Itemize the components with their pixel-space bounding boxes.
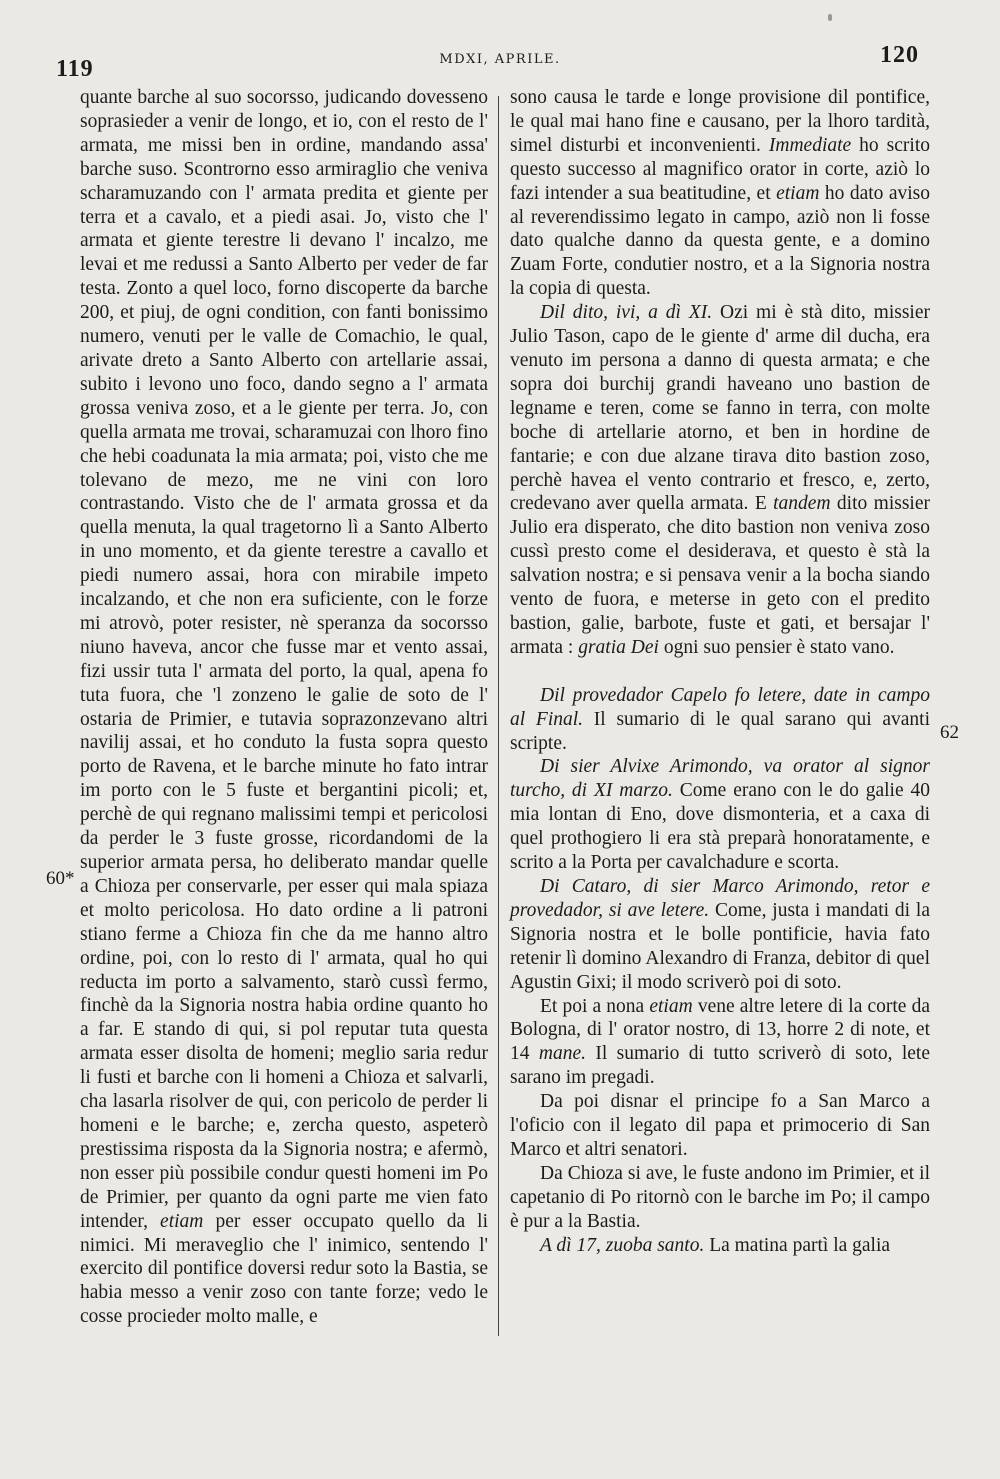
text-run: quante barche al suo socorsso, judicando dovesseno soprasieder a venir de longo, et io, con el resto de l' armata, me missi ben in ordine, mandando assa' barche suso. Scontrorno esso armiraglio che veniva scharamuzando con l' armata predita et giente per terra et a cavalo, et a piedi asai. Jo, visto che l' armata et giente terestre li devano l' incalzo, me levai et me redussi a Santo Alberto per veder de far testa. Zonto a quel loco, forno discoperte da barche 200, et piuj, de ogni condition, con fanti bonissimo numero, venuti per le valle de Comachio, le qual, arivate dreto a Santo Alberto con artellarie assai, subito i levono uno foco, dando segno a l' armata grossa veniva zoso, et a le giente per terra. Jo, con quella armata me trovai, scharamuzai con lhoro fino che hebi coadunata la mia armata; poi, visto che me tolevano de mezo, me ne vini con loro contrastando. Visto che de l' armata grossa et da quella menuta, la qual tragetorno lì a Santo Alberto in uno momento, et da giente terestre a cavallo et piedi numero assai, hora con mirabile impeto incalzando, et che non era suficiente, con le forze mi atrovò, poter resister, nè speranza da socorsso niuno haveva, ancor che fusse mar et vento assai, fizi ussir tuta l' armata del porto, la qual, apena fo tuta fuora, che 'l zonzeno le galie de soto de l' ostaria de Primier, e tutavia soprazonzevano altri navilij assai, et ho conduto la fusta sopra questo porto de Ravena, et le barche minute ho fato intrar im porto con le 5 fuste et bergantini picoli; et, perchè de qui regnano malissimi tempi et pericolosi da perder le 3 fuste grosse, ricordandomi de la superior armata persa, ho deliberato mandar quelle a Chioza per conservarle, per esser qui mala spiaza et molto pericolosa. Ho dato ordine a li patroni stiano ferme a Chioza fin che da me hanno altro ordine, poi, con lo resto di l' armata, qual ho qui reducta im porto a salvamento, starò cussì fermo, finchè da la Signoria nostra habia ordine quanto ho a far. E stando di qui, si pol reputar tuta questa armata esser disolta de homeni; meglio saria redur li fusti et barche con li homeni a Chioza et salvarli, cha lasarla risolver de qui, con pericolo de perder li homeni e le barche; e, zercha questo, aspeterò prestissima risposta da la Signoria nostra; e afermò, non esser più possibile condur questi homeni im Po de Primier, per quanto da ogni parte me vien fato intender, xyxy=(80,87,488,1232)
text-run: vene altre letere di la corte da Bologna, di l' orator nostro, di 13, horre 2 di note, et 14 xyxy=(510,995,930,1065)
right-column xyxy=(510,86,930,1258)
running-title: MDXI, APRILE. xyxy=(439,52,561,67)
right-paragraph-4 xyxy=(510,755,930,875)
page-number-left: 119 xyxy=(56,56,94,82)
margin-note-right: 62 xyxy=(940,722,959,743)
italic-run: etiam xyxy=(776,182,820,204)
right-paragraph-5 xyxy=(510,875,930,995)
italic-run: tandem xyxy=(773,493,831,515)
text-run: Il sumario di le qual sarano qui avanti scripte. xyxy=(510,708,930,754)
right-paragraph-3 xyxy=(510,684,930,756)
text-run: La matina partì la galia xyxy=(704,1234,891,1256)
text-run: Il sumario di tutto scriverò di soto, lete sarano im pregadi. xyxy=(510,1043,930,1089)
italic-run: mane. xyxy=(538,1043,586,1065)
page-number-right: 120 xyxy=(880,42,919,68)
text-run: Ozi mi è stà dito, missier Julio Tason, capo de le giente d' arme dil ducha, era venuto im persona a danno di questa armata; e che sopra doi burchij grandi haveano uno bastion de legname e teren, come se fanno in terra, con molte boche di artellarie atorno, et ben in hordine de fantarie; e con due alzane tirava dito bastion zoso, perchè havea el vento contrario et fresco, e, zerto, credevano aver quella armata. E xyxy=(510,302,930,515)
italic-run: A dì 17, zuoba santo. xyxy=(540,1234,705,1256)
text-run: sono causa le tarde e longe provisione dil pontifice, le qual mai hano fine e causano, per la lhoro tardità, simel disturbi et inconvenienti. xyxy=(510,87,930,156)
margin-note-left: 60* xyxy=(46,868,75,889)
ink-speck xyxy=(828,14,832,21)
right-paragraph-8: Da Chioza si ave, le fuste andono im Primier, et il capetanio di Po ritornò con le barche im Po; il campo è pur a la Bastia. xyxy=(510,1162,930,1232)
right-paragraph-9 xyxy=(510,1234,930,1258)
column-divider xyxy=(498,96,499,1336)
text-run: ho scrito questo successo al magnifico orator in corte, aziò lo fazi intender a sua beatitudine, et xyxy=(510,134,930,204)
right-paragraph-7: Da poi disnar el principe fo a San Marco a l'oficio con il legato dil papa et primocerio di San Marco et altri senatori. xyxy=(510,1091,930,1160)
right-paragraph-1 xyxy=(510,86,930,301)
italic-run: gratia Dei xyxy=(578,636,659,658)
text-run: Come, justa i mandati di la Signoria nostra et le bolle pontificie, havia fato retenir lì domino Alexandro di Franza, debitor di quel Agustin Gixi; il modo scriverò poi di soto. xyxy=(510,899,930,993)
left-column xyxy=(80,86,488,1329)
text-run: ogni suo pensier è stato vano. xyxy=(658,636,895,658)
italic-run: Dil provedador Capelo fo letere, date in campo al Final. xyxy=(510,684,930,730)
italic-run: Di sier Alvixe Arimondo, va orator al signor turcho, di XI marzo. xyxy=(510,756,930,802)
page-header xyxy=(0,40,1000,80)
text-run: ho dato aviso al reverendissimo legato in campo, aziò non li fosse dato qualche danno da questa gente, e a domino Zuam Forte, condutier nostro, et a la Signoria nostra la copia di questa. xyxy=(510,182,931,300)
italic-run: etiam xyxy=(160,1210,204,1232)
italic-run: etiam xyxy=(649,995,693,1017)
right-paragraph-2 xyxy=(510,301,930,660)
text-run: dito missier Julio era disperato, che dito bastion non veniva zoso cussì presto come el desiderava, et questo è stà la salvation nostra; e si pensava venir a la bocha siando vento de fuora, e meterse in geto con el predito bastion, galie, barbote, fuste et gati, et bersajar l' armata : xyxy=(510,493,930,658)
italic-run: Immediate xyxy=(768,134,852,156)
italic-run: Di Cataro, di sier Marco Arimondo, retor e provedador, si ave letere. xyxy=(510,876,930,921)
italic-run: Dil dito, ivi, a dì XI. xyxy=(540,302,713,324)
right-paragraph-6 xyxy=(510,995,930,1091)
text-run: Come erano con le do galie 40 mia lontan di Eno, dove dismonteria, et a caxa di quel prothogiero li era stà preparà honoratamente, e scrito a la Porta per cavalchadure e scorta. xyxy=(510,780,930,874)
text-run: Et poi a nona xyxy=(540,995,650,1017)
text-run: per esser occupato quello da li nimici. Mi meraveglio che l' inimico, sentendo l' exercito dil pontifice doversi redur soto la Bastia, se habia messo a venir zoso con tante forze; vedo le cosse procieder molto malle, e xyxy=(80,1210,488,1328)
left-paragraph xyxy=(80,86,488,1329)
